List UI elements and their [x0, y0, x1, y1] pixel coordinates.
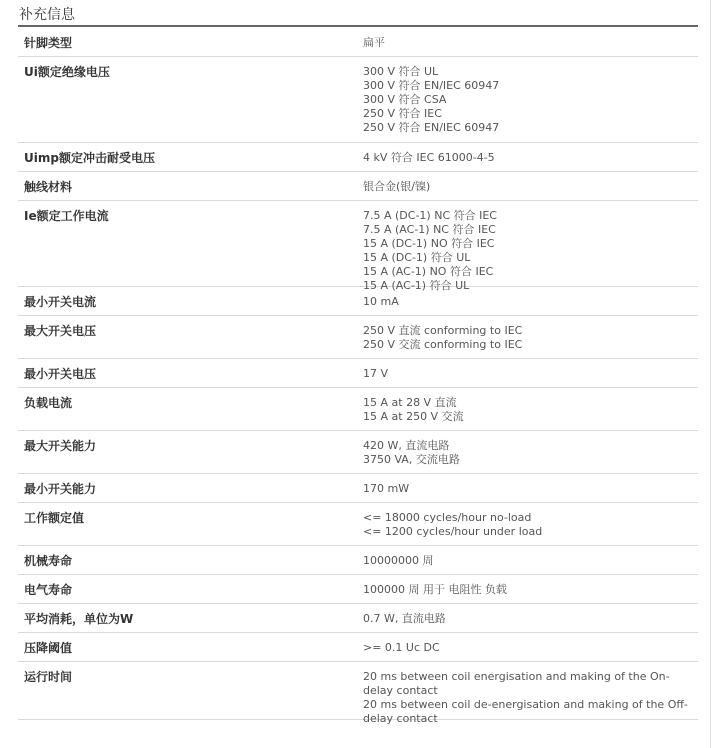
spec-label: 电气寿命	[24, 583, 73, 597]
spec-row	[18, 546, 698, 575]
spec-row	[18, 431, 698, 474]
spec-label: Uimp额定冲击耐受电压	[24, 151, 155, 165]
spec-row	[18, 316, 698, 359]
spec-row	[18, 143, 698, 172]
spec-value	[363, 546, 698, 574]
spec-label: 最大开关电压	[24, 324, 97, 338]
spec-value-line: 15 A at 250 V 交流	[363, 410, 464, 423]
spec-label: 最小开关电流	[24, 295, 97, 309]
spec-value-line: 扁平	[363, 36, 385, 49]
spec-value	[363, 604, 698, 632]
spec-value-line: 10000000 周	[363, 554, 434, 567]
spec-value-line: 100000 周 用于 电阻性 负载	[363, 583, 507, 596]
spec-value-line: 250 V 直流 conforming to IEC	[363, 324, 523, 337]
spec-value-line: 15 A (DC-1) NO 符合 IEC	[363, 237, 495, 250]
spec-value-line: 10 mA	[363, 295, 399, 308]
spec-value-line: 250 V 符合 IEC	[363, 107, 442, 120]
spec-row	[18, 575, 698, 604]
spec-row	[18, 604, 698, 633]
spec-row	[18, 172, 698, 201]
spec-label: Ui额定绝缘电压	[24, 65, 110, 79]
spec-value	[363, 316, 698, 358]
spec-table	[18, 28, 698, 725]
spec-label: 工作额定值	[24, 511, 85, 525]
spec-value	[363, 359, 698, 387]
spec-value	[363, 662, 698, 725]
spec-value-line: 0.7 W, 直流电路	[363, 612, 446, 625]
spec-row	[18, 57, 698, 143]
spec-value	[363, 575, 698, 603]
spec-value	[363, 28, 698, 56]
spec-row	[18, 28, 698, 57]
spec-value-line: 15 A (AC-1) NO 符合 IEC	[363, 265, 494, 278]
spec-value-line: 15 A (AC-1) 符合 UL	[363, 279, 470, 292]
spec-value-line: >= 0.1 Uc DC	[363, 641, 440, 654]
spec-value-line: 银合金(银/镍)	[363, 180, 431, 193]
spec-value	[363, 388, 698, 430]
spec-label: 最小开关能力	[24, 482, 97, 496]
spec-label: Ie额定工作电流	[24, 209, 109, 223]
spec-label: 负载电流	[24, 396, 73, 410]
spec-value	[363, 503, 698, 545]
spec-label: 最小开关电压	[24, 367, 97, 381]
spec-value-line: 15 A at 28 V 直流	[363, 396, 457, 409]
spec-value-line: 20 ms between coil de-energisation and making of the Off-delay contact	[363, 698, 688, 725]
spec-value	[363, 633, 698, 661]
spec-value	[363, 474, 698, 502]
spec-value-line: 300 V 符合 UL	[363, 65, 439, 78]
spec-value	[363, 143, 698, 171]
spec-value-line: 7.5 A (AC-1) NC 符合 IEC	[363, 223, 496, 236]
spec-value	[363, 431, 698, 473]
section-title: 补充信息	[19, 7, 75, 23]
spec-value-line: 250 V 交流 conforming to IEC	[363, 338, 523, 351]
spec-label: 平均消耗，单位为W	[24, 612, 134, 626]
spec-value-line: 20 ms between coil energisation and making of the On-delay contact	[363, 670, 670, 697]
spec-row	[18, 287, 698, 316]
spec-value	[363, 287, 698, 315]
spec-value-line: 170 mW	[363, 482, 410, 495]
spec-row	[18, 662, 698, 725]
spec-row	[18, 201, 698, 292]
spec-value-line: 15 A (DC-1) 符合 UL	[363, 251, 471, 264]
spec-value-line: <= 18000 cycles/hour no-load	[363, 511, 532, 524]
spec-label: 触线材料	[24, 180, 73, 194]
spec-value-line: 7.5 A (DC-1) NC 符合 IEC	[363, 209, 497, 222]
spec-value-line: 250 V 符合 EN/IEC 60947	[363, 121, 500, 134]
section-header	[18, 5, 698, 27]
spec-label: 压降阈值	[24, 641, 73, 655]
spec-value	[363, 57, 698, 142]
spec-value-line: 420 W, 直流电路	[363, 439, 450, 452]
spec-value-line: 300 V 符合 EN/IEC 60947	[363, 79, 500, 92]
spec-row	[18, 388, 698, 431]
spec-value-line: 300 V 符合 CSA	[363, 93, 447, 106]
spec-label: 最大开关能力	[24, 439, 97, 453]
spec-value-line: 4 kV 符合 IEC 61000-4-5	[363, 151, 495, 164]
spec-row	[18, 359, 698, 388]
spec-row	[18, 503, 698, 546]
spec-row	[18, 474, 698, 503]
spec-label: 针脚类型	[24, 36, 73, 50]
spec-label: 运行时间	[24, 670, 73, 684]
spec-value-line: 3750 VA, 交流电路	[363, 453, 460, 466]
spec-row	[18, 633, 698, 662]
spec-value	[363, 201, 698, 292]
spec-label: 机械寿命	[24, 554, 73, 568]
spec-value-line: <= 1200 cycles/hour under load	[363, 525, 543, 538]
spec-value-line: 17 V	[363, 367, 389, 380]
spec-value	[363, 172, 698, 200]
